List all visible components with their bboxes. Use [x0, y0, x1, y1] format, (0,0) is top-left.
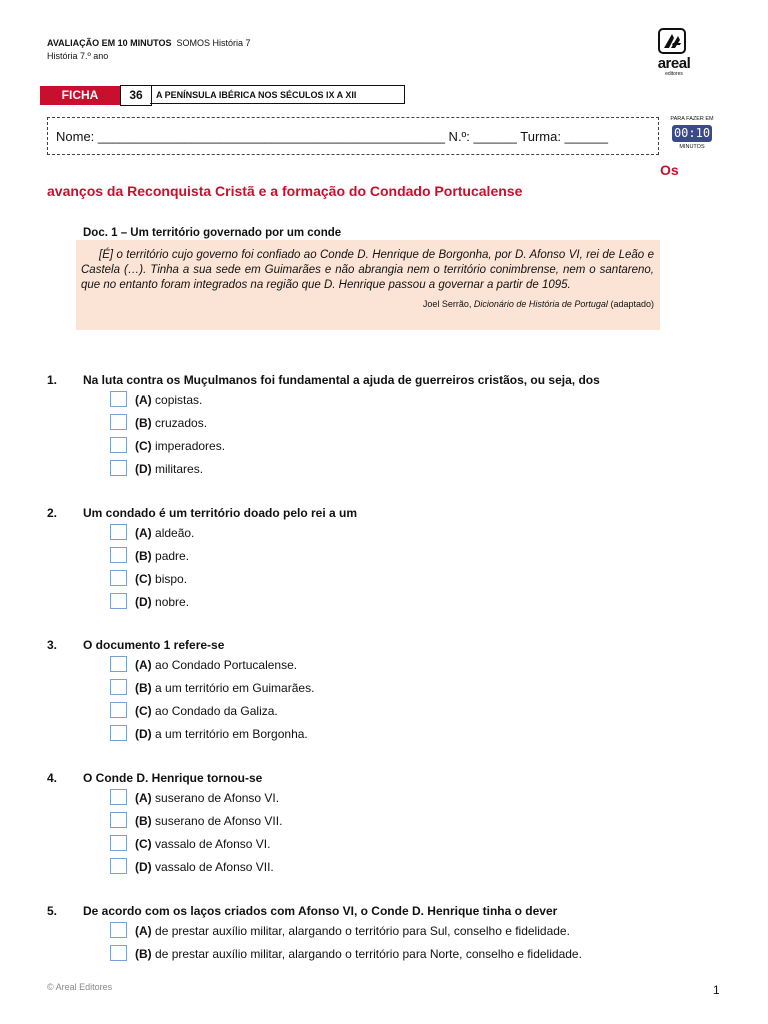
section-subtitle-start: Os — [660, 162, 679, 178]
answer-checkbox[interactable] — [110, 460, 127, 476]
answer-label: (B) padre. — [135, 549, 190, 563]
question-text: O documento 1 refere-se — [83, 638, 225, 652]
section-subtitle: avanços da Reconquista Cristã e a formação do Condado Portucalense — [47, 183, 523, 199]
answer-label: (A) ao Condado Portucalense. — [135, 658, 298, 672]
copyright: © Areal Editores — [47, 982, 113, 992]
answer-checkbox[interactable] — [110, 789, 127, 805]
ficha-title: A PENÍNSULA IBÉRICA NOS SÉCULOS IX A XII — [150, 85, 405, 104]
answer-label: (A) de prestar auxílio militar, alargando o território para Sul, conselho e fidelidade. — [135, 924, 570, 938]
timer-icon: 00:10 — [673, 126, 711, 140]
question-text: Na luta contra os Muçulmanos foi fundamental a ajuda de guerreiros cristãos, ou seja, dos — [83, 373, 600, 387]
doc-title: Doc. 1 – Um território governado por um conde — [83, 227, 342, 239]
doc-citation: Joel Serrão, Dicionário de História de Portugal (adaptado) — [422, 299, 654, 309]
answer-label: (B) de prestar auxílio militar, alargando o território para Norte, conselho e fidelidade. — [135, 947, 582, 961]
grade-subtitle: História 7.º ano — [47, 51, 109, 61]
answer-label: (C) ao Condado da Galiza. — [135, 704, 278, 718]
student-info-fields[interactable]: Nome: ________________________________________________ N.º: ______ Turma: ______ — [56, 129, 608, 144]
question-number: 3. — [47, 638, 58, 652]
answer-label: (A) aldeão. — [135, 526, 195, 540]
question-number: 5. — [47, 904, 58, 918]
areal-logo: areal editores — [646, 28, 702, 80]
question-text: De acordo com os laços criados com Afonso VI, o Conde D. Henrique tinha o dever — [83, 904, 558, 918]
answer-checkbox[interactable] — [110, 835, 127, 851]
answer-label: (A) suserano de Afonso VI. — [135, 791, 280, 805]
answer-checkbox[interactable] — [110, 702, 127, 718]
answer-label: (A) copistas. — [135, 393, 203, 407]
question-number: 2. — [47, 506, 58, 520]
answer-label: (D) nobre. — [135, 595, 190, 609]
doc-box — [76, 240, 660, 330]
answer-checkbox[interactable] — [110, 524, 127, 540]
answer-label: (C) imperadores. — [135, 439, 226, 453]
answer-label: (D) militares. — [135, 462, 204, 476]
ficha-number: 36 — [120, 85, 152, 106]
doc-text: [É] o território cujo governo foi confiado ao Conde D. Henrique de Borgonha, por D. Afonso VI, rei de Leão e Castela (…). Tinha a sua sede em Guimarães e não abrangia nem o território conimbrense, nem o santareno, que no entanto foram integrados na região que D. Henrique passou a governar a partir de 1095. — [81, 249, 654, 291]
question-text: Um condado é um território doado pelo rei a um — [83, 506, 358, 520]
answer-checkbox[interactable] — [110, 593, 127, 609]
question-text: O Conde D. Henrique tornou-se — [83, 771, 263, 785]
answer-checkbox[interactable] — [110, 858, 127, 874]
answer-label: (D) a um território em Borgonha. — [135, 727, 308, 741]
answer-checkbox[interactable] — [110, 414, 127, 430]
question-number: 1. — [47, 373, 58, 387]
answer-checkbox[interactable] — [110, 570, 127, 586]
answer-checkbox[interactable] — [110, 547, 127, 563]
answer-checkbox[interactable] — [110, 812, 127, 828]
answer-checkbox[interactable] — [110, 945, 127, 961]
answer-checkbox[interactable] — [110, 679, 127, 695]
page-number: 1 — [713, 983, 720, 997]
answer-checkbox[interactable] — [110, 437, 127, 453]
answer-checkbox[interactable] — [110, 725, 127, 741]
series-title: AVALIAÇÃO EM 10 MINUTOS SOMOS História 7 — [47, 38, 251, 48]
answer-label: (D) vassalo de Afonso VII. — [135, 860, 274, 874]
answer-label: (C) vassalo de Afonso VI. — [135, 837, 271, 851]
answer-checkbox[interactable] — [110, 391, 127, 407]
answer-label: (C) bispo. — [135, 572, 188, 586]
answer-checkbox[interactable] — [110, 656, 127, 672]
answer-checkbox[interactable] — [110, 922, 127, 938]
answer-label: (B) a um território em Guimarães. — [135, 681, 315, 695]
logo-mark-icon — [658, 28, 686, 54]
question-number: 4. — [47, 771, 58, 785]
ficha-label: FICHA — [40, 86, 120, 105]
answer-label: (B) cruzados. — [135, 416, 208, 430]
answer-label: (B) suserano de Afonso VII. — [135, 814, 283, 828]
timer-badge: PARA FAZER EM 00:10 MINUTOS — [670, 116, 714, 150]
